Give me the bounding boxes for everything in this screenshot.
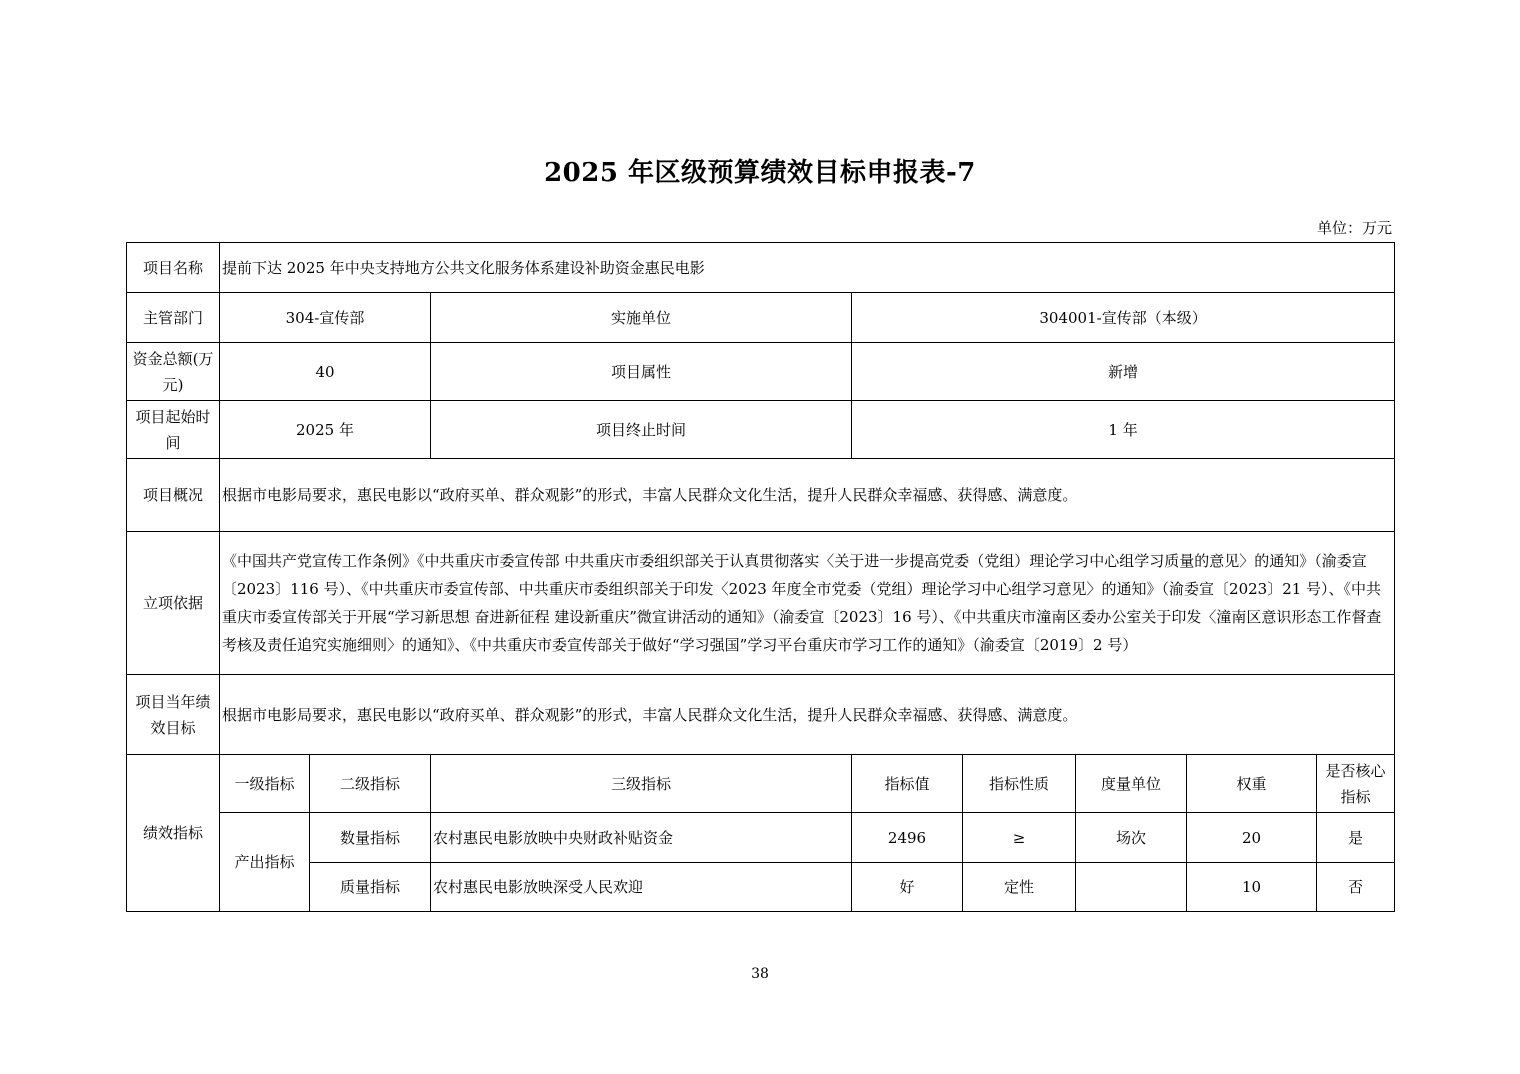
label-attr: 项目属性 <box>431 343 852 401</box>
label-overview: 项目概况 <box>127 459 220 532</box>
perf-header-core: 是否核心指标 <box>1317 755 1395 813</box>
label-start: 项目起始时间 <box>127 401 220 459</box>
perf-level3: 农村惠民电影放映中央财政补贴资金 <box>431 813 852 863</box>
row-dept <box>127 293 1395 343</box>
row-overview <box>127 459 1395 532</box>
perf-nature: ≥ <box>963 813 1076 863</box>
perf-nature: 定性 <box>963 863 1076 912</box>
value-attr: 新增 <box>852 343 1395 401</box>
label-project-name: 项目名称 <box>127 243 220 293</box>
perf-header-weight: 权重 <box>1187 755 1317 813</box>
page-number: 38 <box>751 966 769 982</box>
perf-level1: 产出指标 <box>220 813 310 912</box>
perf-weight: 10 <box>1187 863 1317 912</box>
label-dept: 主管部门 <box>127 293 220 343</box>
perf-header-level1: 一级指标 <box>220 755 310 813</box>
perf-header-level2: 二级指标 <box>310 755 431 813</box>
label-fund: 资金总额(万元) <box>127 343 220 401</box>
value-start: 2025 年 <box>220 401 431 459</box>
row-goal <box>127 675 1395 755</box>
row-fund <box>127 343 1395 401</box>
value-dept: 304-宣传部 <box>220 293 431 343</box>
table-row <box>127 813 1395 863</box>
perf-value: 2496 <box>852 813 963 863</box>
unit-label: 单位：万元 <box>1316 219 1392 237</box>
label-perf: 绩效指标 <box>127 755 220 912</box>
value-goal: 根据市电影局要求，惠民电影以“政府买单、群众观影”的形式，丰富人民群众文化生活，提升人民群众幸福感、获得感、满意度。 <box>220 675 1395 755</box>
perf-core: 否 <box>1317 863 1395 912</box>
value-end: 1 年 <box>852 401 1395 459</box>
label-goal: 项目当年绩效目标 <box>127 675 220 755</box>
row-project-name <box>127 243 1395 293</box>
value-impl: 304001-宣传部（本级） <box>852 293 1395 343</box>
row-time <box>127 401 1395 459</box>
table-row <box>127 863 1395 912</box>
perf-unit <box>1076 863 1187 912</box>
value-basis: 《中国共产党宣传工作条例》《中共重庆市委宣传部 中共重庆市委组织部关于认真贯彻落实〈关于进一步提高党委（党组）理论学习中心组学习质量的意见〉的通知》（渝委宣〔2023〕116 号）、《中共重庆市委宣传部、中共重庆市委组织部关于印发〈2023 年度全市党委（党组）理论学习中心组学习意见〉的通知》（渝委宣〔2023〕21 号）、《中共重庆市委宣传部关于开展“学习新思想 奋进新征程 建设新重庆”微宣讲活动的通知》（渝委宣〔2023〕16 号）、《中共重庆市潼南区委办公室关于印发〈潼南区意识形态工作督查考核及责任追究实施细则〉的通知》、《中共重庆市委宣传部关于做好“学习强国”学习平台重庆市学习工作的通知》（渝委宣〔2019〕2 号） <box>220 532 1395 675</box>
perf-core: 是 <box>1317 813 1395 863</box>
row-basis <box>127 532 1395 675</box>
budget-table <box>126 242 1395 912</box>
label-end: 项目终止时间 <box>431 401 852 459</box>
perf-header-nature: 指标性质 <box>963 755 1076 813</box>
value-overview: 根据市电影局要求，惠民电影以“政府买单、群众观影”的形式，丰富人民群众文化生活，提升人民群众幸福感、获得感、满意度。 <box>220 459 1395 532</box>
value-project-name: 提前下达 2025 年中央支持地方公共文化服务体系建设补助资金惠民电影 <box>220 243 1395 293</box>
perf-level2: 质量指标 <box>310 863 431 912</box>
perf-unit: 场次 <box>1076 813 1187 863</box>
value-fund: 40 <box>220 343 431 401</box>
perf-value: 好 <box>852 863 963 912</box>
perf-header-unit: 度量单位 <box>1076 755 1187 813</box>
perf-header-row <box>127 755 1395 813</box>
page-title: 2025 年区级预算绩效目标申报表-7 <box>544 158 976 188</box>
perf-level2: 数量指标 <box>310 813 431 863</box>
label-basis: 立项依据 <box>127 532 220 675</box>
label-impl: 实施单位 <box>431 293 852 343</box>
perf-weight: 20 <box>1187 813 1317 863</box>
perf-level3: 农村惠民电影放映深受人民欢迎 <box>431 863 852 912</box>
perf-header-value: 指标值 <box>852 755 963 813</box>
perf-header-level3: 三级指标 <box>431 755 852 813</box>
